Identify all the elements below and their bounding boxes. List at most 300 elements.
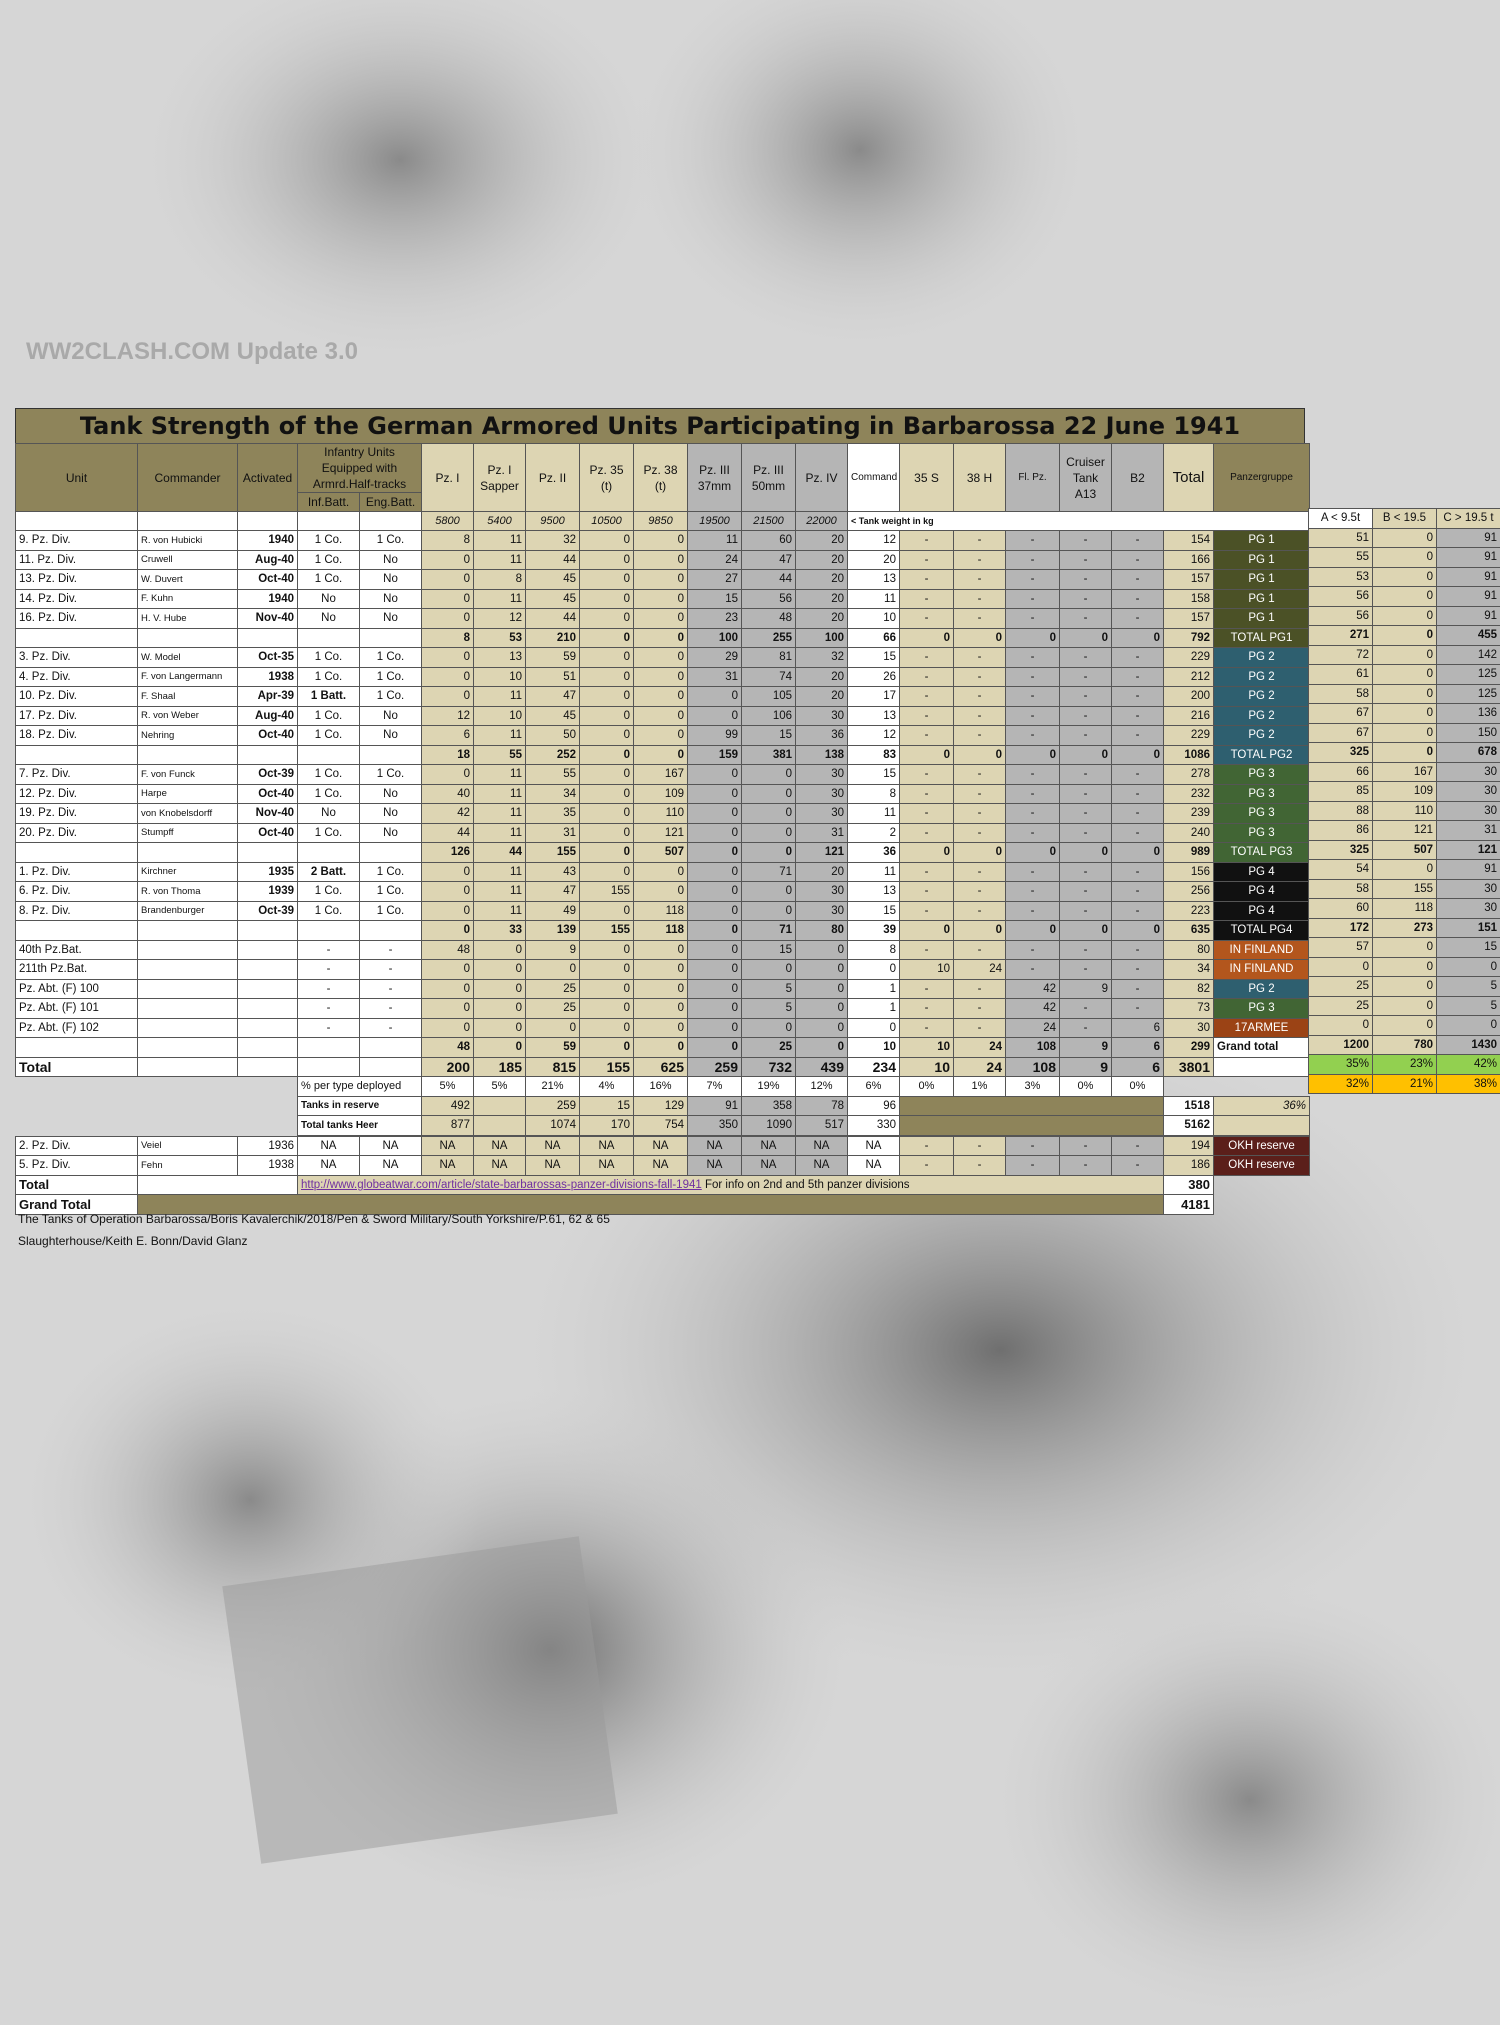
globeatwar-link[interactable]: http://www.globeatwar.com/article/state-barbarossas-panzer-divisions-fall-1941	[301, 1178, 702, 1191]
cell: 11	[474, 804, 526, 824]
weight-class-cell: 53	[1309, 567, 1373, 587]
commander-name	[138, 960, 238, 980]
cell: 13	[848, 570, 900, 590]
commander-name	[138, 921, 238, 941]
cell: 44	[526, 609, 580, 629]
cell: 0	[634, 940, 688, 960]
cell: 83	[848, 745, 900, 765]
cell: -	[954, 1136, 1006, 1156]
panzergruppe-badge: PG 2	[1214, 687, 1310, 707]
cell: 0	[580, 1018, 634, 1038]
cell: 80	[796, 921, 848, 941]
cell: 73	[1164, 999, 1214, 1019]
table-row	[16, 609, 1310, 629]
cell: 155	[580, 882, 634, 902]
unit-name: 5. Pz. Div.	[16, 1156, 138, 1176]
activated-date: 1940	[238, 531, 298, 551]
panzergruppe-badge: PG 2	[1214, 726, 1310, 746]
commander-name: Fehn	[138, 1156, 238, 1176]
unit-name: 10. Pz. Div.	[16, 687, 138, 707]
weight-class-cell: 325	[1309, 840, 1373, 860]
cell: 0	[580, 979, 634, 999]
activated-date: Oct-35	[238, 648, 298, 668]
table-row	[16, 765, 1310, 785]
cell: NA	[580, 1156, 634, 1176]
side-row	[1309, 1016, 1500, 1036]
weight-class-cell: 0	[1373, 996, 1437, 1016]
cell: 11	[688, 531, 742, 551]
activated-date: Oct-39	[238, 765, 298, 785]
value-cell: 96	[848, 1096, 900, 1116]
weight-class-cell: 0	[1373, 977, 1437, 997]
cell: -	[1006, 1156, 1060, 1176]
cell: 9	[1060, 979, 1112, 999]
weight-cell: 9500	[526, 512, 580, 531]
cell: 0	[688, 882, 742, 902]
inf-batt-cell: No	[298, 609, 360, 629]
weight-class-cell: 0	[1373, 587, 1437, 607]
cell: 12	[422, 706, 474, 726]
blank-cell	[138, 1077, 238, 1097]
inf-batt-cell: 1 Batt.	[298, 687, 360, 707]
weight-class-cell: 150	[1437, 723, 1500, 743]
cell: 8	[848, 940, 900, 960]
side-row	[1309, 840, 1500, 860]
cell: 15	[848, 648, 900, 668]
percent-value: 36%	[1214, 1096, 1310, 1116]
watermark-text: WW2CLASH.COM Update 3.0	[26, 338, 359, 365]
cell: -	[900, 999, 954, 1019]
cell: 157	[1164, 609, 1214, 629]
cell: 0	[634, 589, 688, 609]
cell: -	[900, 609, 954, 629]
inf-batt-cell: 1 Co.	[298, 667, 360, 687]
cell: 30	[796, 706, 848, 726]
cell: -	[1060, 648, 1112, 668]
cell: -	[900, 667, 954, 687]
header-pz1-sapper: Pz. I Sapper	[474, 444, 526, 512]
percent-cell: 21%	[526, 1077, 580, 1097]
cell: 30	[796, 765, 848, 785]
cell: 10	[848, 1038, 900, 1058]
commander-name	[138, 628, 238, 648]
cell: 0	[580, 999, 634, 1019]
cell: -	[1112, 609, 1164, 629]
side-row	[1309, 977, 1500, 997]
inf-batt-cell: -	[298, 1018, 360, 1038]
weight-class-cell: 66	[1309, 762, 1373, 782]
cell: -	[1060, 1018, 1112, 1038]
cell: 11	[474, 901, 526, 921]
cell: 0	[634, 745, 688, 765]
value-cell: 330	[848, 1116, 900, 1136]
cell: 0	[1060, 921, 1112, 941]
header-pz2: Pz. II	[526, 444, 580, 512]
cell: -	[1112, 589, 1164, 609]
eng-batt-cell: 1 Co.	[360, 882, 422, 902]
subtotal-row	[16, 1038, 1310, 1058]
eng-batt-cell: No	[360, 570, 422, 590]
total-cell: 185	[474, 1057, 526, 1077]
eng-batt-cell: 1 Co.	[360, 648, 422, 668]
cell: 47	[526, 687, 580, 707]
cell: 48	[742, 609, 796, 629]
weight-class-cell: 30	[1437, 879, 1500, 899]
value-cell: 358	[742, 1096, 796, 1116]
cell: 155	[526, 843, 580, 863]
cell: -	[1112, 667, 1164, 687]
cell: 0	[422, 648, 474, 668]
cell: -	[1112, 550, 1164, 570]
weight-class-pct: 35%	[1309, 1055, 1373, 1075]
value-cell: 259	[526, 1096, 580, 1116]
cell: 121	[796, 843, 848, 863]
weight-class-cell: 0	[1309, 1016, 1373, 1036]
cell: -	[954, 648, 1006, 668]
side-row	[1309, 821, 1500, 841]
commander-name: F. Shaal	[138, 687, 238, 707]
weight-class-cell: 1430	[1437, 1035, 1500, 1055]
weight-class-cell: 0	[1373, 665, 1437, 685]
eng-batt-cell	[360, 921, 422, 941]
cell: 42	[422, 804, 474, 824]
cell: -	[954, 706, 1006, 726]
cell: 0	[580, 589, 634, 609]
header-pz3-37: Pz. III 37mm	[688, 444, 742, 512]
weight-class-cell: 273	[1373, 918, 1437, 938]
cell: 216	[1164, 706, 1214, 726]
commander-name: F. von Langermann	[138, 667, 238, 687]
header-command: Command	[848, 444, 900, 512]
weight-class-cell: 271	[1309, 626, 1373, 646]
unit-name	[16, 921, 138, 941]
cell: 0	[634, 882, 688, 902]
unit-name: 19. Pz. Div.	[16, 804, 138, 824]
weight-class-cell: 121	[1437, 840, 1500, 860]
value-cell: 170	[580, 1116, 634, 1136]
cell: 17	[848, 687, 900, 707]
cell: -	[1006, 804, 1060, 824]
eng-batt-cell: 1 Co.	[360, 531, 422, 551]
cell: -	[900, 687, 954, 707]
heer-label: Total tanks Heer	[298, 1116, 422, 1136]
weight-class-cell: 118	[1373, 899, 1437, 919]
unit-name	[16, 1038, 138, 1058]
cell: -	[900, 550, 954, 570]
cell: -	[1112, 784, 1164, 804]
cell: 0	[848, 1018, 900, 1038]
side-row	[1309, 782, 1500, 802]
activated-date	[238, 979, 298, 999]
cell: 0	[422, 882, 474, 902]
header-pz38: Pz. 38 (t)	[634, 444, 688, 512]
cell: 0	[742, 765, 796, 785]
cell: 36	[848, 843, 900, 863]
cell: 0	[422, 999, 474, 1019]
side-pct-row	[1309, 1055, 1500, 1075]
weight-class-cell: 0	[1373, 606, 1437, 626]
cell: -	[1112, 765, 1164, 785]
blank-cell	[1214, 1195, 1310, 1215]
cell: -	[1060, 706, 1112, 726]
cell: 0	[1006, 745, 1060, 765]
cell: -	[954, 784, 1006, 804]
cell: 0	[634, 1018, 688, 1038]
cell: 299	[1164, 1038, 1214, 1058]
unit-name	[16, 745, 138, 765]
commander-name: R. von Hubicki	[138, 531, 238, 551]
unit-name	[16, 628, 138, 648]
unit-name: 12. Pz. Div.	[16, 784, 138, 804]
eng-batt-cell: -	[360, 960, 422, 980]
blank-cell	[1214, 1057, 1310, 1077]
value-cell: 129	[634, 1096, 688, 1116]
weight-class-cell: 56	[1309, 587, 1373, 607]
cell: -	[900, 979, 954, 999]
table-row	[16, 882, 1310, 902]
cell: 50	[526, 726, 580, 746]
cell: 74	[742, 667, 796, 687]
weight-class-cell: 58	[1309, 879, 1373, 899]
cell: 8	[474, 570, 526, 590]
blank-cell	[16, 1096, 138, 1116]
eng-batt-cell: 1 Co.	[360, 765, 422, 785]
side-table	[1308, 508, 1500, 1094]
cell: 0	[580, 667, 634, 687]
cell: NA	[742, 1156, 796, 1176]
link-note: For info on 2nd and 5th panzer divisions	[704, 1178, 910, 1191]
cell: 0	[1112, 628, 1164, 648]
cell: -	[954, 570, 1006, 590]
percent-cell: 12%	[796, 1077, 848, 1097]
weight-blank	[298, 512, 360, 531]
inf-batt-cell: 2 Batt.	[298, 862, 360, 882]
cell: 20	[796, 589, 848, 609]
cell: 15	[848, 765, 900, 785]
header-eng-batt: Eng.Batt.	[360, 493, 422, 512]
cell: 42	[1006, 979, 1060, 999]
cell: -	[900, 706, 954, 726]
cell: 71	[742, 862, 796, 882]
cell: NA	[526, 1156, 580, 1176]
cell: 0	[954, 921, 1006, 941]
cell: 13	[848, 882, 900, 902]
activated-date: 1940	[238, 589, 298, 609]
total-cell: 439	[796, 1057, 848, 1077]
cell: 0	[742, 1018, 796, 1038]
inf-batt-cell: 1 Co.	[298, 784, 360, 804]
cell: 0	[634, 628, 688, 648]
cell: 0	[580, 531, 634, 551]
cell: 0	[422, 550, 474, 570]
unit-name: Pz. Abt. (F) 102	[16, 1018, 138, 1038]
cell: 10	[900, 1038, 954, 1058]
table-row	[16, 1018, 1310, 1038]
cell: 110	[634, 804, 688, 824]
cell: -	[1060, 940, 1112, 960]
cell: -	[1006, 960, 1060, 980]
weight-class-cell: 0	[1373, 860, 1437, 880]
cell: 13	[474, 648, 526, 668]
value-cell: 78	[796, 1096, 848, 1116]
unit-name: 16. Pz. Div.	[16, 609, 138, 629]
cell: 0	[900, 745, 954, 765]
cell: -	[954, 726, 1006, 746]
table-row	[16, 940, 1310, 960]
total-cell: 3801	[1164, 1057, 1214, 1077]
panzergruppe-badge: PG 1	[1214, 570, 1310, 590]
cell: -	[1006, 784, 1060, 804]
cell: -	[1060, 609, 1112, 629]
inf-batt-cell: 1 Co.	[298, 726, 360, 746]
cell: 26	[848, 667, 900, 687]
inf-batt-cell: 1 Co.	[298, 570, 360, 590]
cell: 9	[526, 940, 580, 960]
cell: 0	[634, 609, 688, 629]
cell: 44	[526, 550, 580, 570]
cell: 126	[422, 843, 474, 863]
cell: -	[1006, 667, 1060, 687]
cell: NA	[422, 1136, 474, 1156]
value-cell: 517	[796, 1116, 848, 1136]
weight-class-cell: 91	[1437, 528, 1500, 548]
cell: -	[1006, 940, 1060, 960]
panzergruppe-badge: PG 2	[1214, 706, 1310, 726]
inf-batt-cell	[298, 628, 360, 648]
cell: -	[1006, 765, 1060, 785]
weight-class-cell: 25	[1309, 996, 1373, 1016]
cell: -	[900, 531, 954, 551]
cell: 1	[848, 999, 900, 1019]
eng-batt-cell: 1 Co.	[360, 862, 422, 882]
panzergruppe-badge: IN FINLAND	[1214, 940, 1310, 960]
cell: -	[1112, 531, 1164, 551]
cell: -	[954, 1018, 1006, 1038]
header-38h: 38 H	[954, 444, 1006, 512]
weight-class-cell: 325	[1309, 743, 1373, 763]
eng-batt-cell: No	[360, 823, 422, 843]
inf-batt-cell: 1 Co.	[298, 882, 360, 902]
cell: 36	[796, 726, 848, 746]
grand-total-label: Grand Total	[16, 1195, 138, 1215]
cell: 30	[1164, 1018, 1214, 1038]
cell: NA	[848, 1156, 900, 1176]
cell: -	[900, 648, 954, 668]
table-row	[16, 979, 1310, 999]
panzergruppe-badge: PG 3	[1214, 823, 1310, 843]
percent-cell: 5%	[474, 1077, 526, 1097]
side-row	[1309, 957, 1500, 977]
cell: 35	[526, 804, 580, 824]
cell: 15	[688, 589, 742, 609]
cell: NA	[526, 1136, 580, 1156]
cell: 20	[848, 550, 900, 570]
cell: -	[1060, 589, 1112, 609]
cell: 0	[688, 765, 742, 785]
cell: 1086	[1164, 745, 1214, 765]
weight-class-cell: 67	[1309, 723, 1373, 743]
cell: 121	[634, 823, 688, 843]
cell: -	[954, 882, 1006, 902]
cell: -	[1006, 609, 1060, 629]
cell: 0	[580, 609, 634, 629]
weight-note: < Tank weight in kg	[848, 512, 1310, 531]
cell: 44	[742, 570, 796, 590]
link-cell	[298, 1175, 1164, 1195]
cell: 0	[580, 687, 634, 707]
cell: -	[1060, 765, 1112, 785]
cell: 0	[634, 999, 688, 1019]
weight-row	[16, 512, 1310, 531]
cell: -	[954, 1156, 1006, 1176]
total-value: 5162	[1164, 1116, 1214, 1136]
inf-batt-cell: No	[298, 804, 360, 824]
cell: 11	[474, 589, 526, 609]
cell: 6	[1112, 1018, 1164, 1038]
inf-batt-cell: -	[298, 960, 360, 980]
cell: -	[1112, 979, 1164, 999]
total-cell: 108	[1006, 1057, 1060, 1077]
cell: -	[900, 901, 954, 921]
cell: 0	[474, 979, 526, 999]
cell: 47	[526, 882, 580, 902]
weight-class-cell: 72	[1309, 645, 1373, 665]
total-cell: 155	[580, 1057, 634, 1077]
weight-class-cell: 15	[1437, 938, 1500, 958]
weight-blank	[138, 512, 238, 531]
weight-class-cell: 91	[1437, 567, 1500, 587]
cell: 0	[688, 687, 742, 707]
weight-class-cell: 30	[1437, 782, 1500, 802]
eng-batt-cell: No	[360, 609, 422, 629]
cell: -	[1112, 940, 1164, 960]
panzergruppe-badge: PG 4	[1214, 862, 1310, 882]
cell: -	[1060, 1156, 1112, 1176]
cell: 0	[1006, 921, 1060, 941]
panzergruppe-badge: PG 3	[1214, 804, 1310, 824]
cell: 0	[954, 745, 1006, 765]
activated-date	[238, 1038, 298, 1058]
total-cell: 9	[1060, 1057, 1112, 1077]
cell: -	[1112, 687, 1164, 707]
cell: 12	[474, 609, 526, 629]
blank-cell	[16, 1077, 138, 1097]
cell: 45	[526, 589, 580, 609]
okh-row	[16, 1136, 1310, 1156]
cell: 278	[1164, 765, 1214, 785]
grand-total-value: 4181	[1164, 1195, 1214, 1215]
cell: -	[900, 570, 954, 590]
cell: 5	[742, 999, 796, 1019]
side-row	[1309, 665, 1500, 685]
side-row	[1309, 938, 1500, 958]
cell: 156	[1164, 862, 1214, 882]
cell: 0	[580, 784, 634, 804]
activated-date: 1939	[238, 882, 298, 902]
cell: 0	[742, 843, 796, 863]
cell: -	[900, 589, 954, 609]
weight-class-cell: 56	[1309, 606, 1373, 626]
activated-date	[238, 921, 298, 941]
weight-class-cell: 0	[1373, 957, 1437, 977]
okh-total-row	[16, 1175, 1310, 1195]
cell: -	[1006, 823, 1060, 843]
cell: 31	[688, 667, 742, 687]
cell: 139	[526, 921, 580, 941]
cell: -	[954, 609, 1006, 629]
cell: 138	[796, 745, 848, 765]
cell: 240	[1164, 823, 1214, 843]
